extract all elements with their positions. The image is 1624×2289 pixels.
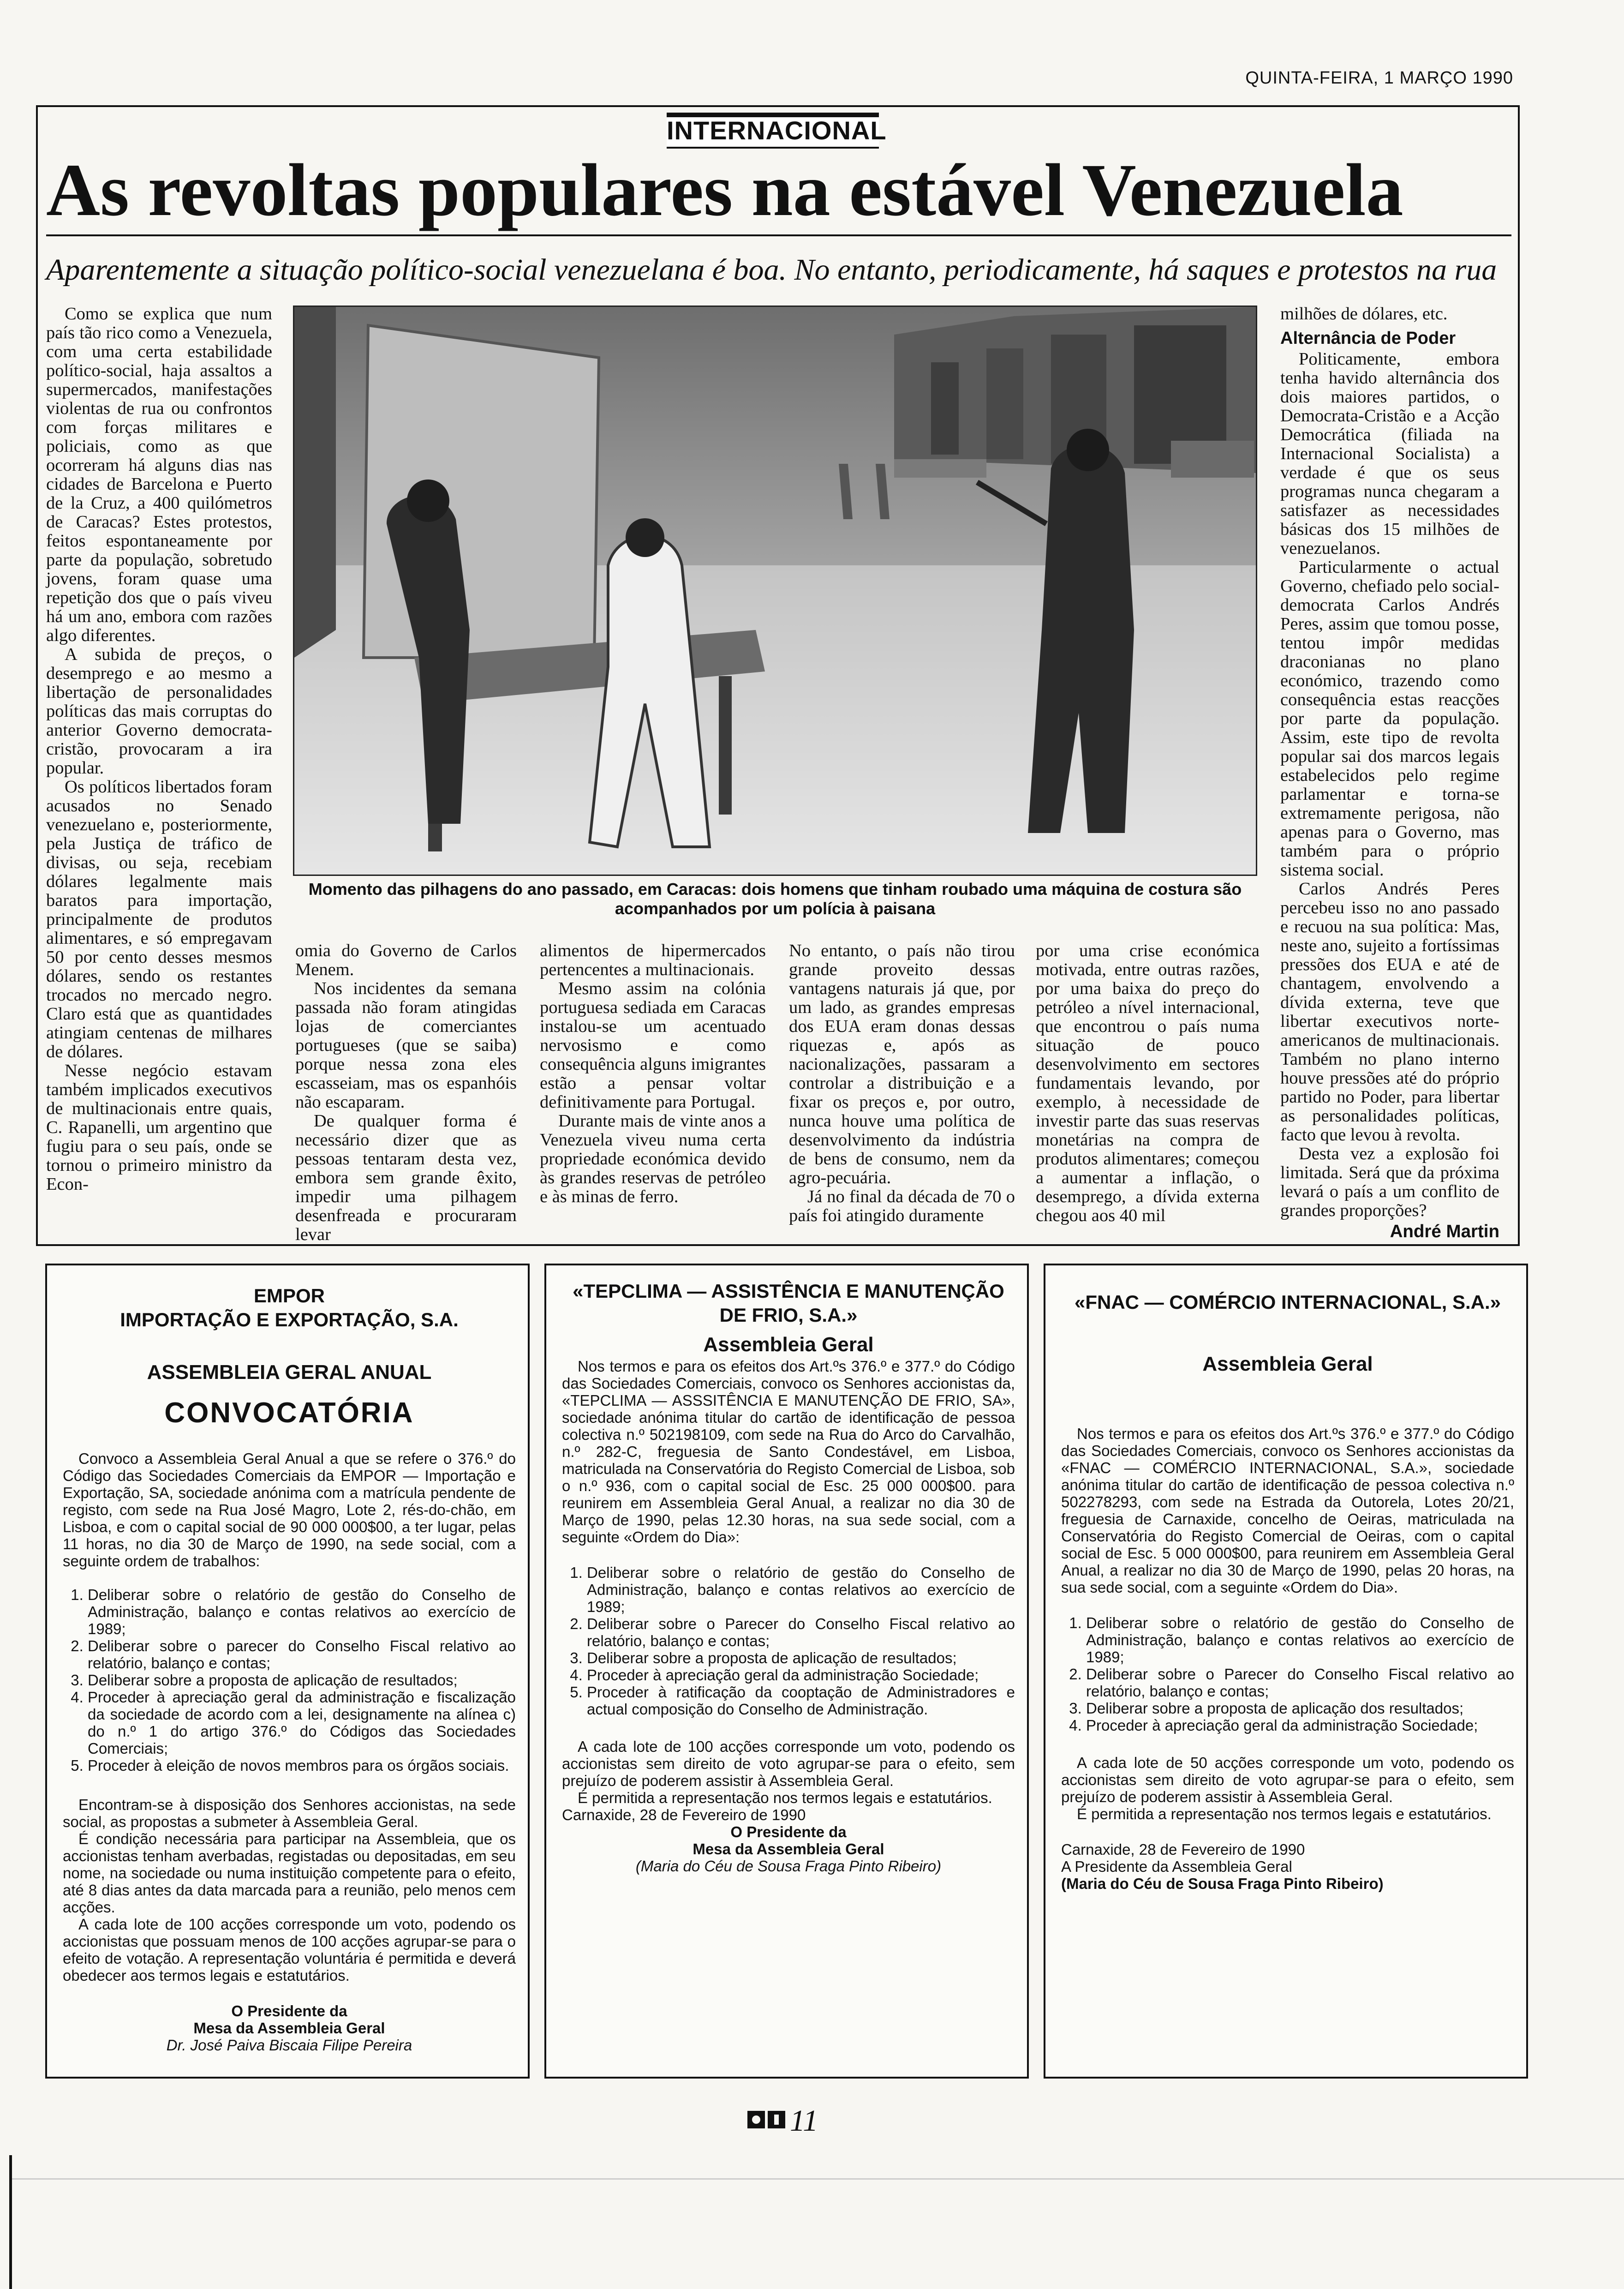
subheading-alternancia: Alternância de Poder: [1280, 329, 1456, 348]
agenda-item: 3. Deliberar sobre a proposta de aplicação de resultados;: [88, 1672, 516, 1689]
notice-place-date: Carnaxide, 28 de Fevereiro de 1990: [562, 1806, 806, 1823]
page-number: 11: [790, 2104, 818, 2138]
notice-paragraph: Encontram-se à disposição dos Senhores accionistas, na sede social, as propostas a submeter à Assembleia Geral.: [63, 1796, 516, 1830]
signature-name: (Maria do Céu de Sousa Fraga Pinto Ribeiro): [1061, 1875, 1384, 1892]
newspaper-logo-icon: [747, 2109, 786, 2130]
signature-title: O Presidente da: [231, 2002, 347, 2019]
headline-rule: [46, 234, 1511, 236]
notice-intro: Nos termos e para os efeitos dos Art.ºs 376.º e 377.º do Código das Sociedades Comerciais, convoco os Senhores accionistas da «FNAC — COMÉRCIO INTERNACIONAL, S.A.», sociedade anónima titular do cartão de identificação de pessoa colectiva n.º 502278293, com sede na Estrada da Outorela, Lotes 20/21, freguesia de Carnaxide, concelho de Oeiras, matriculada na Conservatória do Registo Comercial de Oeiras, com o capital social de Esc. 5 000 000$00, para reunirem em Assembleia Geral Anual, a realizar no dia 30 de Março de 1990, pelas 20 horas, na sua sede social, com a seguinte «Ordem do Dia».: [1061, 1425, 1514, 1596]
left-margin-rule: [9, 2155, 12, 2289]
notice-intro: Nos termos e para os efeitos dos Art.ºs 376.º e 377.º do Código das Sociedades Comerciais, convoco os Senhores accionistas da, «TEPCLIMA — ASSSITÊNCIA E MANUTENÇÃO DE FRIO, SA», sociedade anónima titular do cartão de identificação de pessoa colectiva n.º 502198109, com sede na Rua do Arco do Carvalhão, n.º 282-C, freguesia de Santo Condestável, em Lisboa, matriculada na Conservatória do Registo Comercial de Lisboa, sob o n.º 936, com o capital social de Esc. 25 000 000$00. para reunirem em Assembleia Geral Anual, a realizar no dia 30 de Março de 1990, pelas 12.30 horas, na sua sede social, com a seguinte «Ordem do Dia»:: [562, 1358, 1015, 1546]
article-column-5: [1036, 941, 1260, 1225]
paragraph: Como se explica que num país tão rico como a Venezuela, com uma certa estabilidade político-social, haja assaltos a supermercados, manifestações violentas de rua ou confrontos com forças militares e policiais, como as que ocorreram há alguns dias nas cidades de Barcelona e Puerto de la Cruz, a 400 quilómetros de Caracas? Estes protestos, feitos espontaneamente por parte da população, sobretudo jovens, foram quase uma repetição dos que o país viveu há um ano, embora com razões algo diferentes.: [46, 304, 272, 645]
notice-paragraph: A cada lote de 100 acções corresponde um voto, podendo os accionistas que possuam menos de 100 acções agrupar-se para o efeito de votação. A representação voluntária é permitida e deverá obedecer aos termos legais e estatutários.: [63, 1916, 516, 1984]
notice-empor: [45, 1264, 530, 2079]
paragraph: alimentos de hipermercados pertencentes a multinacionais.: [540, 941, 766, 979]
paragraph: Carlos Andrés Peres percebeu isso no ano passado e recuou na sua política: Mas, neste ano, sujeito a fortíssimas pressões dos EUA e até de chantagem, envolvendo a dívida externa, teve que libertar executivos norte-americanos de multinacionais. Também no plano interno houve pressões até do próprio partido no Poder, para libertar as personalidades políticas, facto que levou à revolta.: [1280, 879, 1499, 1144]
agenda-item: 3. Deliberar sobre a proposta de aplicação dos resultados;: [1086, 1700, 1514, 1717]
agenda-list: [562, 1564, 1015, 1718]
notice-tepclima-content: [562, 1279, 1015, 1875]
signature-title: O Presidente da: [730, 1823, 847, 1840]
agenda-item: 4. Proceder à apreciação geral da administração Sociedade;: [587, 1666, 1015, 1684]
notice-heading: Assembleia Geral: [1202, 1353, 1373, 1375]
paragraph: Politicamente, embora tenha havido alternância dos dois maiores partidos, o Democrata-Cristão e a Acção Democrática (filiada na Internacional Socialista) a verdade é que os seus programas nunca chegaram a satisfazer as necessidades básicas dos 15 milhões de venezuelanos.: [1280, 349, 1499, 558]
agenda-item: 5. Proceder à ratificação da cooptação de Administradores e actual composição do Conselho de Administração.: [587, 1684, 1015, 1718]
paragraph: No entanto, o país não tirou grande proveito dessas vantagens naturais já que, por um lado, as grandes empresas dos EUA eram donas dessas riquezas e, após as nacionalizações, passaram a controlar a distribuição e a fixar os preços e, por outro, nunca houve uma política de desenvolvimento da indústria de bens de consumo, nem da agro-pecuária.: [789, 941, 1015, 1187]
notice-convocatoria: CONVOCATÓRIA: [164, 1397, 414, 1429]
agenda-item: 4. Proceder à apreciação geral da administração Sociedade;: [1086, 1717, 1514, 1734]
notice-intro: Convoco a Assembleia Geral Anual a que se refere o 376.º do Código das Sociedades Comerciais da EMPOR — Importação e Exportação, SA, sociedade anónima com a matrícula pendente de registo, com sede na Rua José Magro, Lote 2, rés-do-chão, em Lisboa, e com o capital social de 90 000 000$00, a ter lugar, pelas 11 horas, no dia 30 de Março de 1990, na sede social, com a seguinte ordem de trabalhos:: [63, 1450, 516, 1570]
notice-fnac: [1044, 1264, 1528, 2079]
notice-paragraph: A cada lote de 100 acções corresponde um voto, podendo os accionistas sem direito de voto agrupar-se para o efeito, sem prejuízo de poderem assistir à Assembleia Geral.: [562, 1738, 1015, 1789]
notice-fnac-content: [1061, 1290, 1514, 1892]
paragraph: Nos incidentes da semana passada não foram atingidas lojas de comerciantes portugueses (que se saiba) porque nessa zona eles escasseiam, mas os espanhóis não escaparam.: [295, 979, 517, 1112]
agenda-item: 1. Deliberar sobre o relatório de gestão do Conselho de Administração, balanço e contas relativos ao exercício de 1989;: [587, 1564, 1015, 1615]
paragraph: Particularmente o actual Governo, chefiado pelo social-democrata Carlos Andrés Peres, assim que tomou posse, tentou impôr medidas draconianas no plano económico, trazendo como consequência estas reacções por parte da população. Assim, este tipo de revolta popular sai dos marcos legais estabelecidos pelo regime parlamentar e torna-se extremamente perigosa, não apenas para o Governo, mas também para o próprio sistema social.: [1280, 557, 1499, 880]
section-label: INTERNACIONAL: [667, 113, 879, 149]
article-column-3: [540, 941, 766, 1206]
article-column-6: [1280, 305, 1499, 1241]
notice-company-subtitle: IMPORTAÇÃO E EXPORTAÇÃO, S.A.: [120, 1309, 459, 1330]
notice-heading: ASSEMBLEIA GERAL ANUAL: [147, 1361, 432, 1384]
page-date: QUINTA-FEIRA, 1 MARÇO 1990: [1245, 68, 1513, 88]
notice-paragraph: É permitida a representação nos termos legais e estatutários.: [1077, 1805, 1492, 1822]
agenda-item: 3. Deliberar sobre a proposta de aplicação de resultados;: [587, 1649, 1015, 1666]
paragraph: milhões de dólares, etc.: [1280, 304, 1448, 324]
paragraph: Os políticos libertados foram acusados no Senado venezuelano e, posteriormente, pela Justiça de tráfico de divisas, ou seja, recebiam dólares legalmente mais baratos para importação, principalmente de produtos alimentares, e só empregavam 50 por cento desses mesmos dólares, sendo os restantes trocados no mercado negro. Claro está que as quantidades atingiam centenas de milhares de dólares.: [46, 777, 272, 1061]
notice-heading: Assembleia Geral: [703, 1333, 874, 1356]
paragraph: Desta vez a explosão foi limitada. Será que da próxima levará o país a um conflito de grandes proporções?: [1280, 1144, 1499, 1220]
article-column-2: [295, 941, 517, 1244]
headline: As revoltas populares na estável Venezuela: [46, 149, 1403, 232]
article-column-4: [789, 941, 1015, 1225]
signature-name: (Maria do Céu de Sousa Fraga Pinto Ribeiro): [635, 1858, 942, 1875]
notice-company-name: EMPOR: [253, 1285, 325, 1306]
news-photo: [293, 306, 1257, 876]
notice-company-name: «TEPCLIMA — ASSISTÊNCIA E MANUTENÇÃO DE FRIO, S.A.»: [573, 1280, 1004, 1326]
notice-paragraph: É condição necessária para participar na Assembleia, que os accionistas tenham averbadas, registadas ou depositadas, em seu nome, na sociedade ou numa instituição competente para o efeito, até 8 dias antes da data marcada para a reunião, pelo menos cem acções.: [63, 1830, 516, 1916]
agenda-item: 4. Proceder à apreciação geral da administração e fiscalização da sociedade de acordo com a lei, designamente na alínea c) do n.º 1 do artigo 376.º do Códigos das Sociedades Comerciais;: [88, 1689, 516, 1757]
agenda-item: 2. Deliberar sobre o Parecer do Conselho Fiscal relativo ao relatório, balanço e contas;: [1086, 1666, 1514, 1700]
agenda-item: 2. Deliberar sobre o parecer do Conselho Fiscal relativo ao relatório, balanço e contas;: [88, 1637, 516, 1672]
paragraph: Já no final da década de 70 o país foi atingido duramente: [789, 1187, 1015, 1225]
notice-tepclima: [544, 1264, 1029, 2079]
article-column-1: [46, 305, 272, 1194]
paragraph: De qualquer forma é necessário dizer que as pessoas tentaram desta vez, embora sem grande êxito, impedir uma pilhagem desenfreada e procuraram levar: [295, 1111, 517, 1244]
paragraph: Durante mais de vinte anos a Venezuela viveu numa certa propriedade económica devido às grandes reservas de petróleo e às minas de ferro.: [540, 1111, 766, 1206]
agenda-item: 2. Deliberar sobre o Parecer do Conselho Fiscal relativo ao relatório, balanço e contas;: [587, 1615, 1015, 1649]
agenda-item: 1. Deliberar sobre o relatório de gestão do Conselho de Administração, balanço e contas relativos ao exercício de 1989;: [88, 1586, 516, 1637]
signature-title: A Presidente da Assembleia Geral: [1061, 1858, 1292, 1875]
signature-name: Dr. José Paiva Biscaia Filipe Pereira: [166, 2037, 412, 2054]
notice-paragraph: É permitida a representação nos termos legais e estatutários.: [578, 1789, 992, 1806]
agenda-list: [63, 1586, 516, 1774]
agenda-item: 5. Proceder à eleição de novos membros para os órgãos sociais.: [88, 1757, 516, 1774]
notice-paragraph: A cada lote de 50 acções corresponde um voto, podendo os accionistas sem direito de voto agrupar-se para o efeito, sem prejuízo de poderem assistir à Assembleia Geral.: [1061, 1754, 1514, 1805]
agenda-list: [1061, 1614, 1514, 1734]
paragraph: A subida de preços, o desemprego e ao mesmo a libertação de personalidades políticas das mais corruptas do anterior Governo democrata-cristão, provocaram a ira popular.: [46, 645, 272, 778]
paragraph: Nesse negócio estavam também implicados executivos de multinacionais entre quais, C. Rapanelli, um argentino que fugiu para o seu país, onde se tornou o primeiro ministro da Econ-: [46, 1061, 272, 1194]
looting-scene-image: [294, 307, 1256, 875]
notice-empor-content: [63, 1284, 516, 2054]
page-bottom-rule: [9, 2178, 1624, 2180]
signature-title: Mesa da Assembleia Geral: [193, 2019, 385, 2037]
agenda-item: 1. Deliberar sobre o relatório de gestão do Conselho de Administração, balanço e contas relativos ao exercício de 1989;: [1086, 1614, 1514, 1666]
subheadline: Aparentemente a situação político-social venezuelana é boa. No entanto, periodicamente, há saques e protestos na rua: [46, 253, 1497, 287]
photo-caption: Momento das pilhagens do ano passado, em Caracas: dois homens que tinham roubado uma máquina de costura são acompanhados por um polícia à paisana: [308, 880, 1242, 918]
notice-company-name: «FNAC — COMÉRCIO INTERNACIONAL, S.A.»: [1074, 1291, 1501, 1313]
notice-place-date: Carnaxide, 28 de Fevereiro de 1990: [1061, 1841, 1305, 1858]
paragraph: Mesmo assim na colónia portuguesa sediada em Caracas instalou-se um acentuado nervosismo e como consequência alguns imigrantes estão a pensar voltar definitivamente para Portugal.: [540, 979, 766, 1112]
signature-title: Mesa da Assembleia Geral: [693, 1840, 884, 1858]
paragraph: por uma crise económica motivada, entre outras razões, por uma baixa do preço do petróleo a nível internacional, que encontrou o país numa situação de pouco desenvolvimento em sectores fundamentais levando, por exemplo, à necessidade de investir parte das suas reservas monetárias na compra de produtos alimentares; começou a aumentar a inflação, o desemprego, a dívida externa chegou aos 40 mil: [1036, 941, 1260, 1225]
author-byline: André Martin: [1390, 1222, 1499, 1241]
paragraph: omia do Governo de Carlos Menem.: [295, 941, 517, 979]
